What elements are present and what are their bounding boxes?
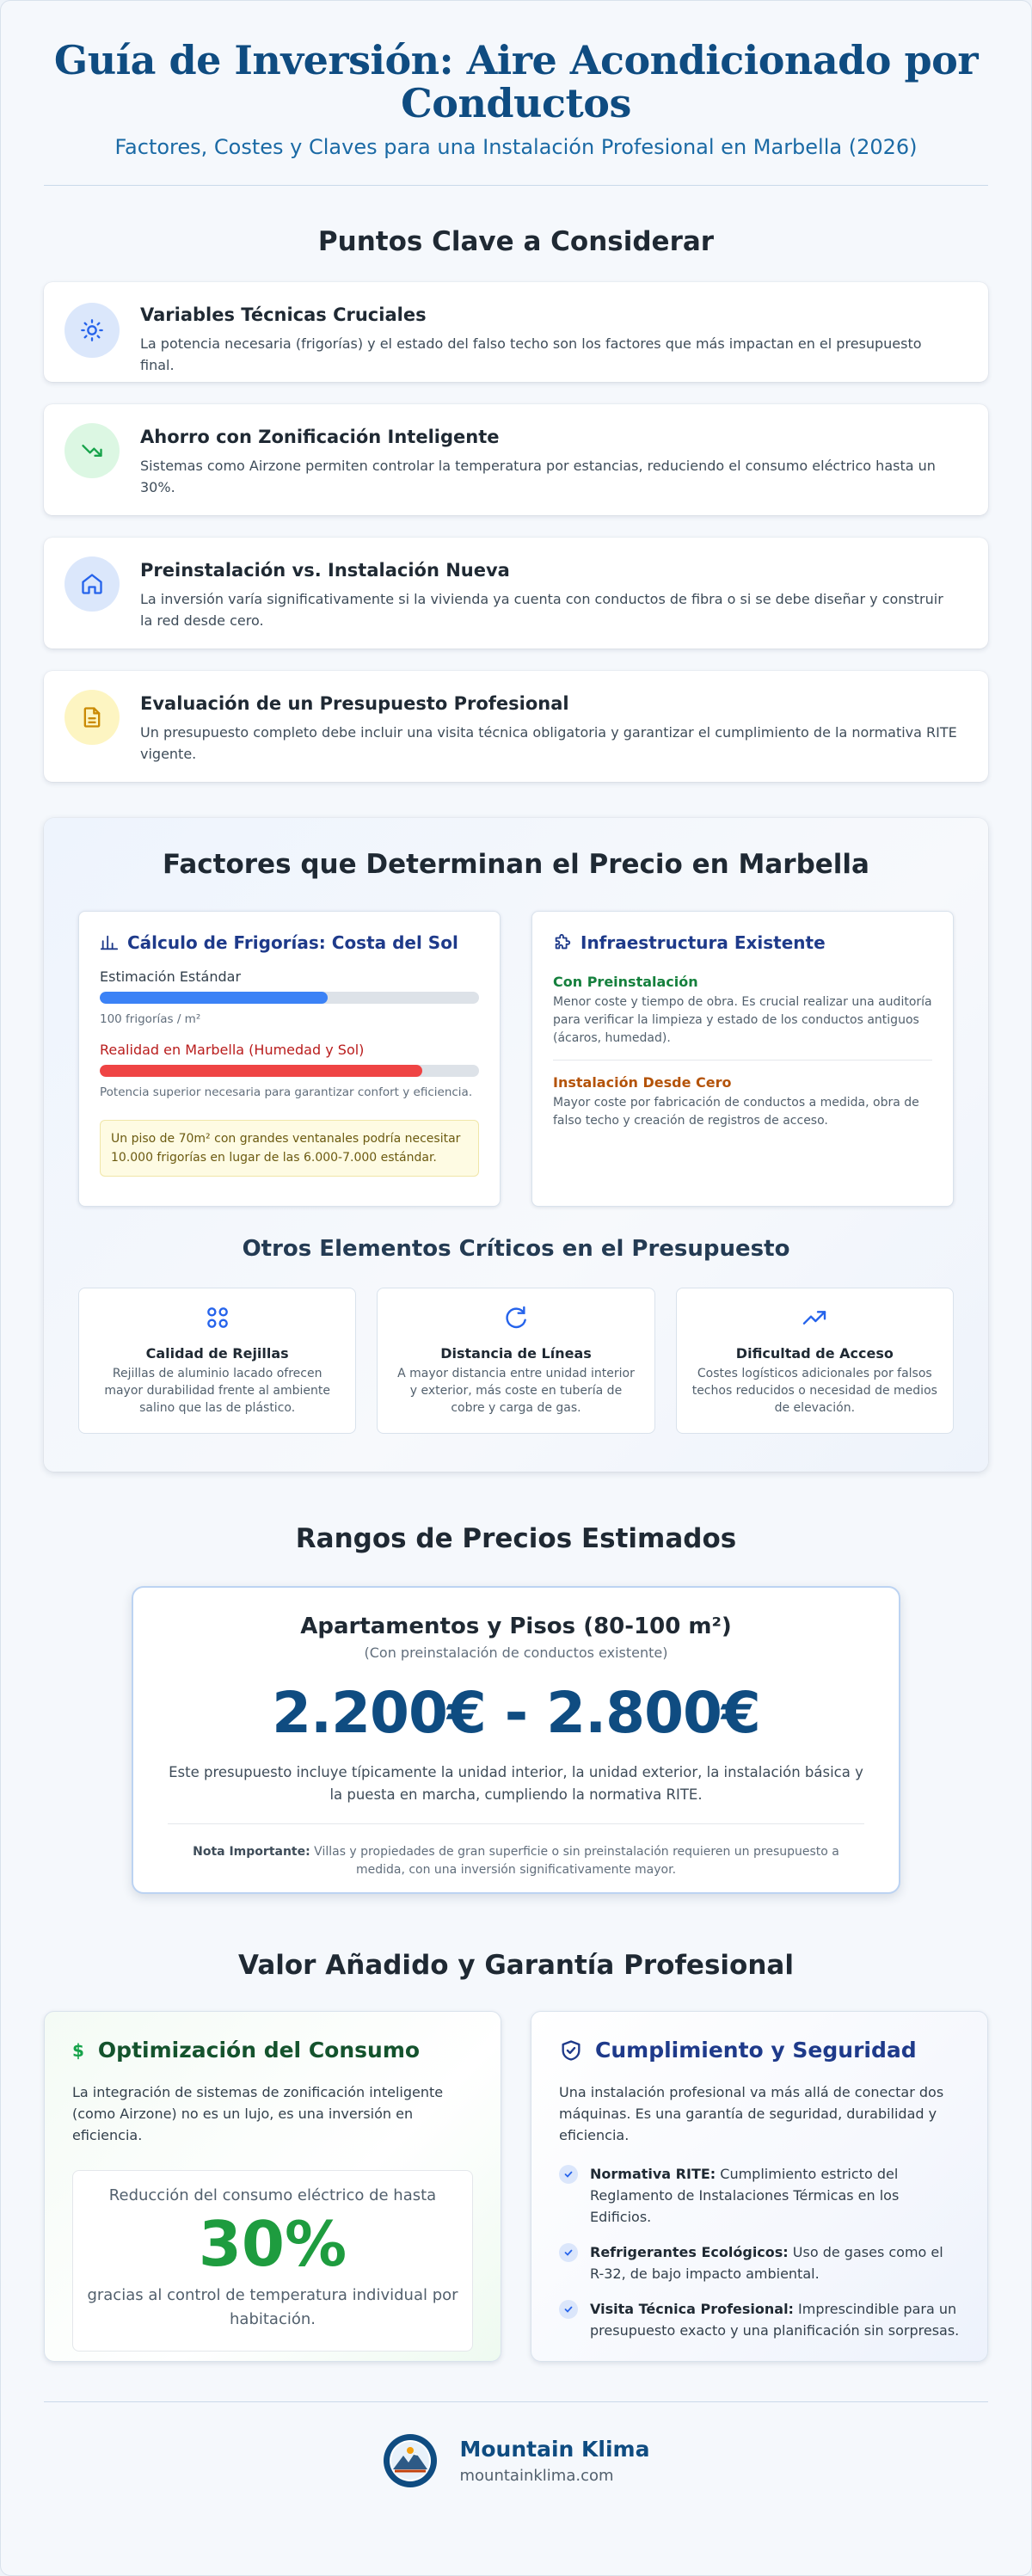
key-point-card xyxy=(44,538,988,649)
real-note: Potencia superior necesaria para garantizar confort y eficiencia. xyxy=(100,1085,473,1099)
seguridad-intro: Una instalación profesional va más allá de conectar dos máquinas. Es una garantía de seguridad, durabilidad y eficiencia. xyxy=(559,2084,944,2143)
price-divider xyxy=(168,1823,864,1824)
check-item xyxy=(559,2298,960,2341)
check-icon xyxy=(559,2165,578,2184)
check-text: Uso de gases como el R-32, de bajo impacto ambiental. xyxy=(590,2244,943,2282)
consumo-card xyxy=(44,2011,501,2362)
standard-label: Estimación Estándar xyxy=(100,968,242,985)
puzzle-icon xyxy=(553,933,572,952)
consumo-stat-box xyxy=(72,2170,473,2352)
element-card xyxy=(78,1288,356,1434)
check-icon xyxy=(559,2243,578,2262)
price-card xyxy=(132,1586,900,1894)
key-point-text: Sistemas como Airzone permiten controlar la temperatura por estancias, reduciendo el consumo eléctrico hasta un 30%. xyxy=(140,458,936,495)
stat-value: 30% xyxy=(198,2208,347,2280)
brand-domain[interactable]: mountainklima.com xyxy=(459,2467,614,2485)
nueva-title: Instalación Desde Cero xyxy=(553,1074,732,1091)
consumo-intro: La integración de sistemas de zonificación inteligente (como Airzone) no es un lujo, es una inversión en eficiencia. xyxy=(72,2084,444,2143)
shield-check-icon xyxy=(559,2038,583,2063)
factors-title: Factores que Determinan el Precio en Marbella xyxy=(163,849,869,880)
consumo-title: Optimización del Consumo xyxy=(97,2038,421,2063)
element-card xyxy=(676,1288,954,1434)
key-point-card xyxy=(44,404,988,515)
dollar-icon: $ xyxy=(72,2039,84,2061)
key-point-text: La inversión varía significativamente si la vivienda ya cuenta con conductos de fibra o si se debe diseñar y construir la red desde cero. xyxy=(140,591,943,629)
preinstalacion-title: Con Preinstalación xyxy=(553,974,698,990)
key-points-title: Puntos Clave a Considerar xyxy=(317,226,715,257)
home-icon xyxy=(64,556,120,612)
document-icon xyxy=(64,690,120,745)
price-description: Este presupuesto incluye típicamente la unidad interior, la unidad exterior, la instalación básica y la puesta en marcha, cumpliendo la normativa RITE. xyxy=(169,1764,863,1803)
footer-divider xyxy=(44,2401,988,2402)
seguridad-title: Cumplimiento y Seguridad xyxy=(595,2038,917,2063)
price-note-text: Villas y propiedades de gran superficie o sin preinstalación requieren un presupuesto a medida, con una inversión significativamente mayor. xyxy=(314,1845,839,1877)
infra-divider xyxy=(553,1060,932,1061)
standard-bar-fill xyxy=(100,992,328,1004)
stat-prefix: Reducción del consumo eléctrico de hasta xyxy=(108,2186,437,2204)
check-label: Normativa RITE: xyxy=(590,2166,716,2182)
nueva-text: Mayor coste por fabricación de conductos a medida, obra de falso techo y creación de registros de acceso. xyxy=(553,1096,919,1128)
frigorias-title: Cálculo de Frigorías: Costa del Sol xyxy=(127,932,458,953)
real-bar-fill xyxy=(100,1065,422,1077)
element-text: Rejillas de aluminio lacado ofrecen mayor durabilidad frente al ambiente salino que las de plástico. xyxy=(104,1367,330,1415)
check-text: Imprescindible para un presupuesto exacto y una planificación sin sorpresas. xyxy=(590,2301,960,2339)
factors-section xyxy=(44,818,988,1472)
stat-suffix: gracias al control de temperatura individual por habitación. xyxy=(87,2286,458,2328)
standard-bar xyxy=(100,992,479,1004)
key-point-title: Variables Técnicas Cruciales xyxy=(140,304,427,325)
check-label: Refrigerantes Ecológicos: xyxy=(590,2244,789,2260)
element-title: Distancia de Líneas xyxy=(440,1345,592,1362)
price-card-title: Apartamentos y Pisos (80-100 m²) xyxy=(300,1614,732,1639)
infra-card xyxy=(531,911,954,1207)
price-card-subtitle: (Con preinstalación de conductos existente) xyxy=(364,1645,668,1661)
others-title: Otros Elementos Críticos en el Presupuesto xyxy=(242,1236,790,1262)
key-point-card xyxy=(44,671,988,782)
key-point-title: Ahorro con Zonificación Inteligente xyxy=(140,427,500,447)
brand-name: Mountain Klima xyxy=(459,2437,650,2462)
check-item xyxy=(559,2163,960,2228)
sun-icon xyxy=(64,303,120,358)
refresh-icon xyxy=(502,1304,530,1331)
check-icon xyxy=(559,2300,578,2319)
element-text: Costes logísticos adicionales por falsos techos reducidos o necesidad de medios de elevación. xyxy=(691,1367,937,1415)
key-point-text: Un presupuesto completo debe incluir una visita técnica obligatoria y garantizar el cumplimiento de la normativa RITE vigente. xyxy=(140,724,957,762)
page-subtitle: Factores, Costes y Claves para una Instalación Profesional en Marbella (2026) xyxy=(114,135,918,159)
real-label: Realidad en Marbella (Humedad y Sol) xyxy=(100,1042,365,1058)
key-point-card xyxy=(44,282,988,382)
brand-logo xyxy=(383,2433,438,2488)
real-bar xyxy=(100,1065,479,1077)
price-range: 2.200€ - 2.800€ xyxy=(272,1680,760,1746)
element-title: Dificultad de Acceso xyxy=(735,1345,894,1362)
seguridad-card xyxy=(531,2011,988,2362)
prices-title: Rangos de Precios Estimados xyxy=(295,1523,737,1554)
preinstalacion-text: Menor coste y tiempo de obra. Es crucial realizar una auditoría para verificar la limpieza y estado de los conductos antiguos (ácaros, humedad). xyxy=(553,995,932,1045)
bar-chart-icon xyxy=(100,933,119,952)
key-point-title: Preinstalación vs. Instalación Nueva xyxy=(140,560,510,581)
grid-icon xyxy=(204,1304,231,1331)
infra-title: Infraestructura Existente xyxy=(580,932,826,953)
check-label: Visita Técnica Profesional: xyxy=(590,2301,794,2317)
key-point-text: La potencia necesaria (frigorías) y el estado del falso techo son los factores que más impactan en el presupuesto final. xyxy=(140,335,922,373)
header-divider xyxy=(44,185,988,186)
page-title: Guía de Inversión: Aire Acondicionado por Conductos xyxy=(53,37,979,126)
price-note-label: Nota Importante: xyxy=(193,1845,310,1859)
frigorias-card xyxy=(78,911,501,1207)
check-text: Cumplimiento estricto del Reglamento de Instalaciones Térmicas en los Edificios. xyxy=(590,2166,900,2225)
element-text: A mayor distancia entre unidad interior y exterior, más coste en tubería de cobre y carga de gas. xyxy=(397,1367,635,1415)
price-note xyxy=(168,1843,864,1879)
trending-up-icon xyxy=(801,1304,828,1331)
element-card xyxy=(377,1288,654,1434)
key-point-title: Evaluación de un Presupuesto Profesional xyxy=(140,693,569,714)
trending-down-icon xyxy=(64,423,120,478)
element-title: Calidad de Rejillas xyxy=(145,1345,289,1362)
footer xyxy=(44,2433,988,2488)
frigorias-tip: Un piso de 70m² con grandes ventanales podría necesitar 10.000 frigorías en lugar de las 6.000-7.000 estándar. xyxy=(100,1120,479,1177)
standard-note: 100 frigorías / m² xyxy=(100,1012,201,1026)
check-item xyxy=(559,2241,960,2284)
value-title: Valor Añadido y Garantía Profesional xyxy=(238,1950,794,1981)
